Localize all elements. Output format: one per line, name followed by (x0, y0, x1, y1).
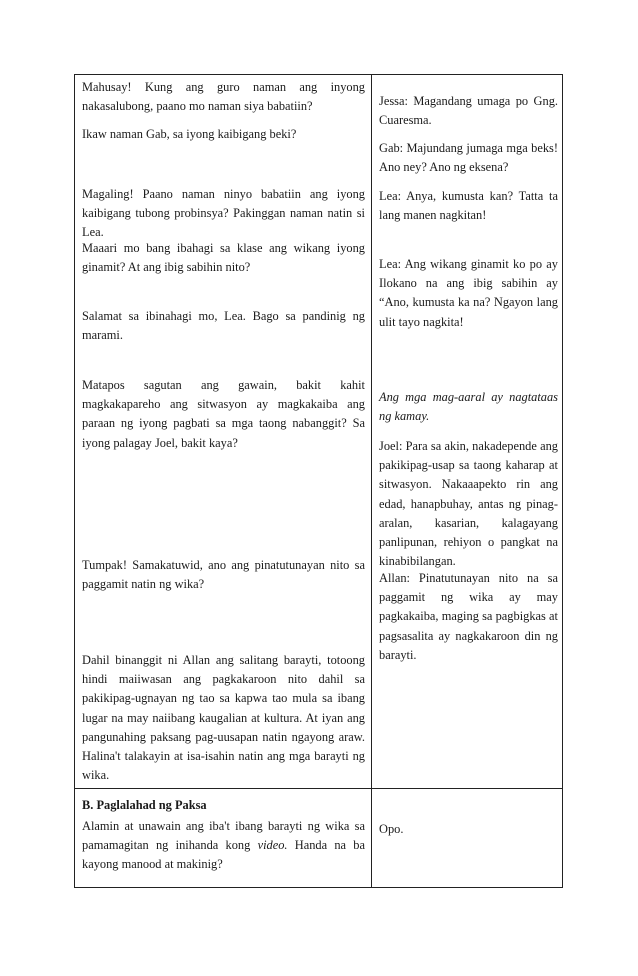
student-response-lea-2: Lea: Ang wikang ginamit ko po ay Ilokano na ang ibig sabihin ay “Ano, kumusta ka na? Ngayon lang ulit tayo nagkita! (379, 257, 558, 329)
student-response-opo: Opo. (379, 822, 404, 836)
lesson-plan-table (74, 74, 563, 888)
teacher-text-3: Magaling! Paano naman ninyo babatiin ang iyong kaibigang tubong probinsya? Pakinggan naman natin si Lea. (82, 187, 365, 240)
teacher-text-9-after: Handa na ba kayong manood at makinig? (82, 838, 365, 872)
section-title: B. Paglalahad ng Paksa (82, 798, 207, 812)
row-divider (75, 788, 562, 789)
teacher-text-7: Tumpak! Samakatuwid, ano ang pinatutunayan nito sa paggamit natin ng wika? (82, 558, 365, 592)
teacher-text-4: Maaari mo bang ibahagi sa klase ang wikang iyong ginamit? At ang ibig sabihin nito? (82, 241, 365, 275)
student-response-joel: Joel: Para sa akin, nakadepende ang pakikipag-usap sa taong kaharap at sitwasyon. Nakaaapekto rin ang edad, hanapbuhay, antas ng pinag-aralan, kasarian, kalagayang panlipunan, rehiyon o pangkat na kinabibilangan. (379, 439, 558, 569)
student-response-lea-1: Lea: Anya, kumusta kan? Tatta ta lang manen nagkitan! (379, 189, 558, 223)
student-response-jessa: Jessa: Magandang umaga po Gng. Cuaresma. (379, 94, 558, 128)
teacher-text-8: Dahil binanggit ni Allan ang salitang barayti, totoong hindi maiiwasan ang pagkakaroon nito dahil sa pakikipag-ugnayan ng tao sa kapwa tao mula sa ibang lugar na may naiibang kaugalian at kultura. At iyan ang pangunahing paksang pag-uusapan natin ngayong araw. Halina't talakayin at isa-isahin natin ang mga barayti ng wika. (82, 653, 365, 783)
teacher-text-9-before: Alamin at unawain ang iba't ibang barayti ng wika sa pamamagitan ng inihanda kong (82, 819, 365, 853)
column-divider (371, 75, 372, 887)
teacher-text-1: Mahusay! Kung ang guro naman ang inyong nakasalubong, paano mo naman siya babatiin? (82, 80, 365, 114)
student-response-allan: Allan: Pinatutunayan nito na sa paggamit ng wika ay may pagkakaiba, maging sa pagbigkas at pagsasalita ay nagkakaroon din ng barayti. (379, 571, 558, 662)
teacher-text-2: Ikaw naman Gab, sa iyong kaibigang beki? (82, 127, 297, 141)
teacher-text-5: Salamat sa ibinahagi mo, Lea. Bago sa pandinig ng marami. (82, 309, 365, 343)
stage-direction: Ang mga mag-aaral ay nagtataas ng kamay. (379, 390, 558, 424)
teacher-text-9 (82, 817, 365, 875)
video-word: video. (257, 838, 288, 853)
student-response-gab: Gab: Majundang jumaga mga beks! Ano ney? Ano ng eksena? (379, 141, 558, 175)
teacher-text-6: Matapos sagutan ang gawain, bakit kahit magkakapareho ang sitwasyon ay magkakaiba ang paraan ng iyong pagbati sa mga taong nabanggit? Sa iyong palagay Joel, bakit kaya? (82, 378, 365, 450)
